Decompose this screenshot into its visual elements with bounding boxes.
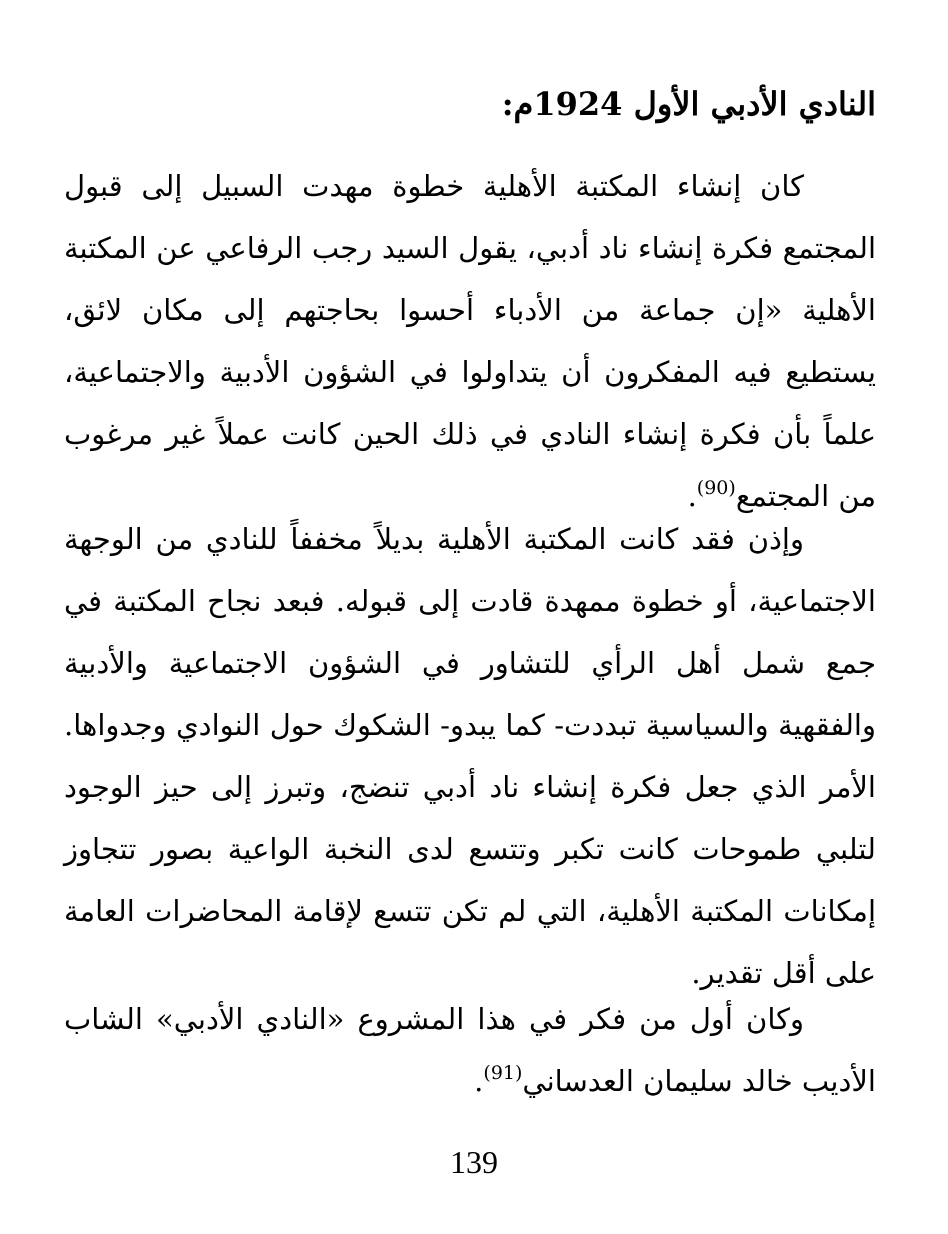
paragraph-1-text: كان إنشاء المكتبة الأهلية خطوة مهدت السبيل إلى قبول المجتمع فكرة إنشاء ناد أدبي، يقول السيد رجب الرفاعي عن المكتبة الأهلية «إن جماعة من الأدباء أحسوا بحاجتهم إلى مكان لائق، يستطيع فيه المفكرون أن يتداولوا في الشؤون الأدبية والاجتماعية، علماً بأن فكرة إنشاء النادي في ذلك الحين كانت عملاً غير مرغوب من المجتمع	[64, 169, 876, 513]
page-number: 139	[450, 1144, 498, 1180]
paragraph-2-text: وإذن فقد كانت المكتبة الأهلية بديلاً مخففاً للنادي من الوجهة الاجتماعية، أو خطوة ممهدة قادت إلى قبوله. فبعد نجاح المكتبة في جمع شمل أهل الرأي للتشاور في الشؤون الاجتماعية والأدبية والفقهية والسياسية تبددت- كما يبدو- الشكوك حول النوادي وجدواها. الأمر الذي جعل فكرة إنشاء ناد أدبي تنضج، وتبرز إلى حيز الوجود لتلبي طموحات كانت تكبر وتتسع لدى النخبة الواعية بصور تتجاوز إمكانات المكتبة الأهلية، التي لم تكن تتسع لإقامة المحاضرات العامة على أقل تقدير.	[64, 522, 876, 990]
footnote-ref-91: (91)	[483, 1062, 523, 1084]
paragraph-1-tail: .	[687, 479, 697, 513]
paragraph-1	[64, 155, 876, 527]
footnote-ref-90: (90)	[696, 477, 736, 499]
paragraph-3-tail: .	[474, 1064, 484, 1098]
paragraph-3	[64, 988, 876, 1112]
paragraph-3-text: وكان أول من فكر في هذا المشروع «النادي الأدبي» الشاب الأديب خالد سليمان العدساني	[64, 1002, 876, 1098]
paragraph-2	[64, 508, 876, 1004]
section-heading: النادي الأدبي الأول 1924م:	[501, 85, 876, 123]
